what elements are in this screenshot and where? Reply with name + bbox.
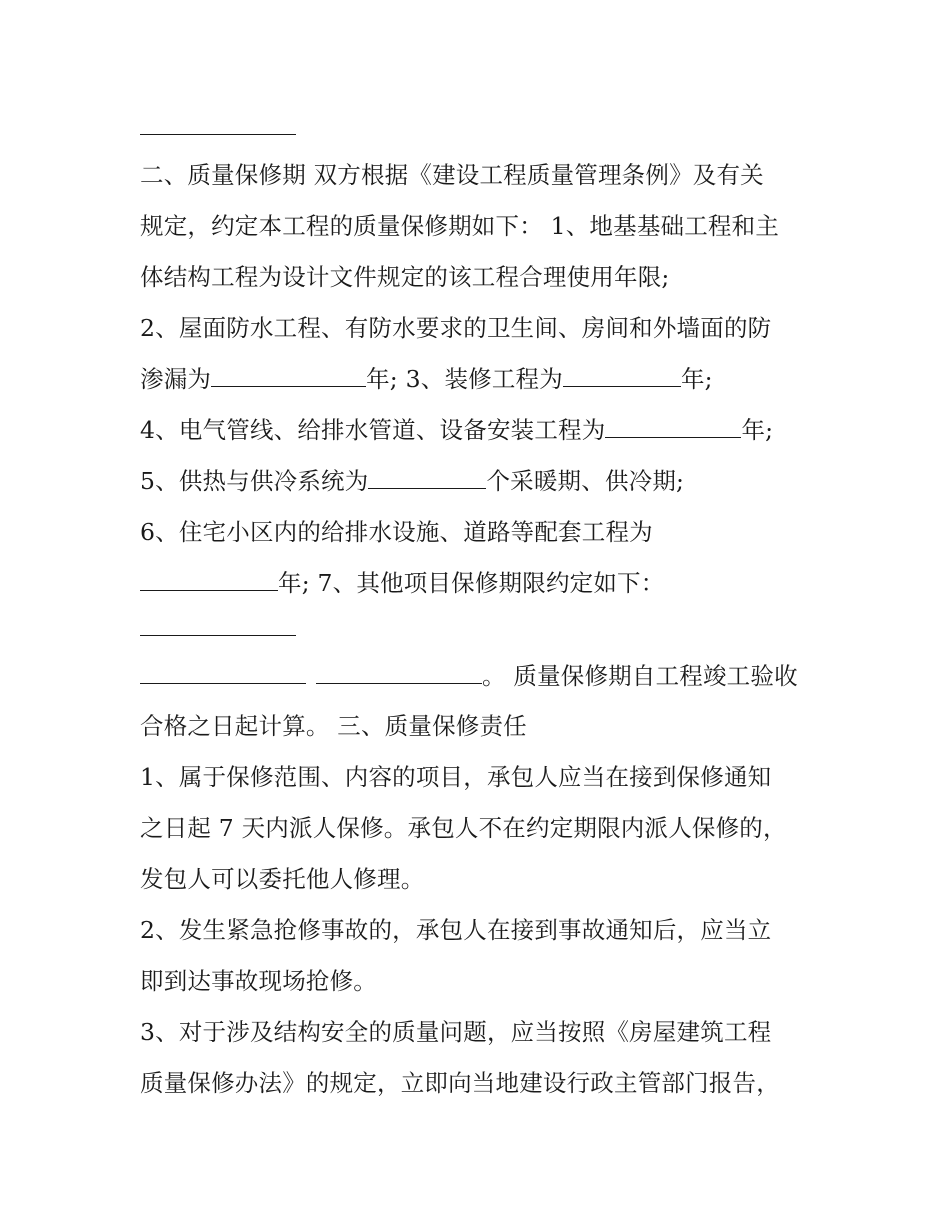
fill-in-blank — [563, 363, 681, 387]
text-line: 二、质量保修期 双方根据《建设工程质量管理条例》及有关 — [140, 161, 764, 189]
text-line: 发包人可以委托他人修理。 — [140, 865, 425, 893]
text-line: 质量保修办法》的规定，立即向当地建设行政主管部门报告， — [140, 1069, 780, 1097]
text-segment: 渗漏为 — [140, 365, 212, 393]
text-line — [140, 461, 684, 501]
text-segment: 个采暖期、供冷期; — [486, 467, 685, 495]
text-segment: 年; — [680, 365, 713, 393]
fill-in-blank — [211, 363, 366, 387]
text-line: 规定，约定本工程的质量保修期如下： 1、地基基础工程和主 — [140, 212, 780, 240]
text-line: 6、住宅小区内的给排水设施、道路等配套工程为 — [140, 518, 653, 546]
text-line: 体结构工程为设计文件规定的该工程合理使用年限; — [140, 263, 670, 291]
text-line: 3、对于涉及结构安全的质量问题，应当按照《房屋建筑工程 — [140, 1018, 772, 1046]
text-segment: 。 质量保修期自工程竣工验收 — [482, 662, 798, 690]
text-line: 1、属于保修范围、内容的项目，承包人应当在接到保修通知 — [140, 763, 772, 791]
text-line: 2、屋面防水工程、有防水要求的卫生间、房间和外墙面的防 — [140, 314, 772, 342]
text-segment: 年; 3、装修工程为 — [366, 365, 563, 393]
fill-in-blank — [140, 567, 278, 591]
text-segment: 年; 7、其他项目保修期限约定如下： — [278, 569, 665, 597]
text-line — [140, 563, 664, 603]
text-line: 合格之日起计算。 三、质量保修责任 — [140, 712, 527, 740]
text-line: 之日起 7 天内派人保修。承包人不在约定期限内派人保修的， — [140, 814, 787, 842]
text-line: 2、发生紧急抢修事故的，承包人在接到事故通知后，应当立 — [140, 916, 772, 944]
text-line — [140, 359, 713, 399]
blank-line — [140, 635, 296, 636]
text-segment: 年; — [741, 416, 774, 444]
blank-line — [140, 134, 296, 135]
text-line — [140, 410, 773, 450]
text-line: 即到达事故现场抢修。 — [140, 967, 377, 995]
fill-in-blank — [368, 465, 486, 489]
text-segment: 4、电气管线、给排水管道、设备安装工程为 — [140, 416, 606, 444]
text-line — [140, 656, 798, 696]
fill-in-blank — [140, 660, 306, 684]
text-segment: 5、供热与供冷系统为 — [140, 467, 369, 495]
fill-in-blank — [316, 660, 482, 684]
fill-in-blank — [605, 414, 741, 438]
